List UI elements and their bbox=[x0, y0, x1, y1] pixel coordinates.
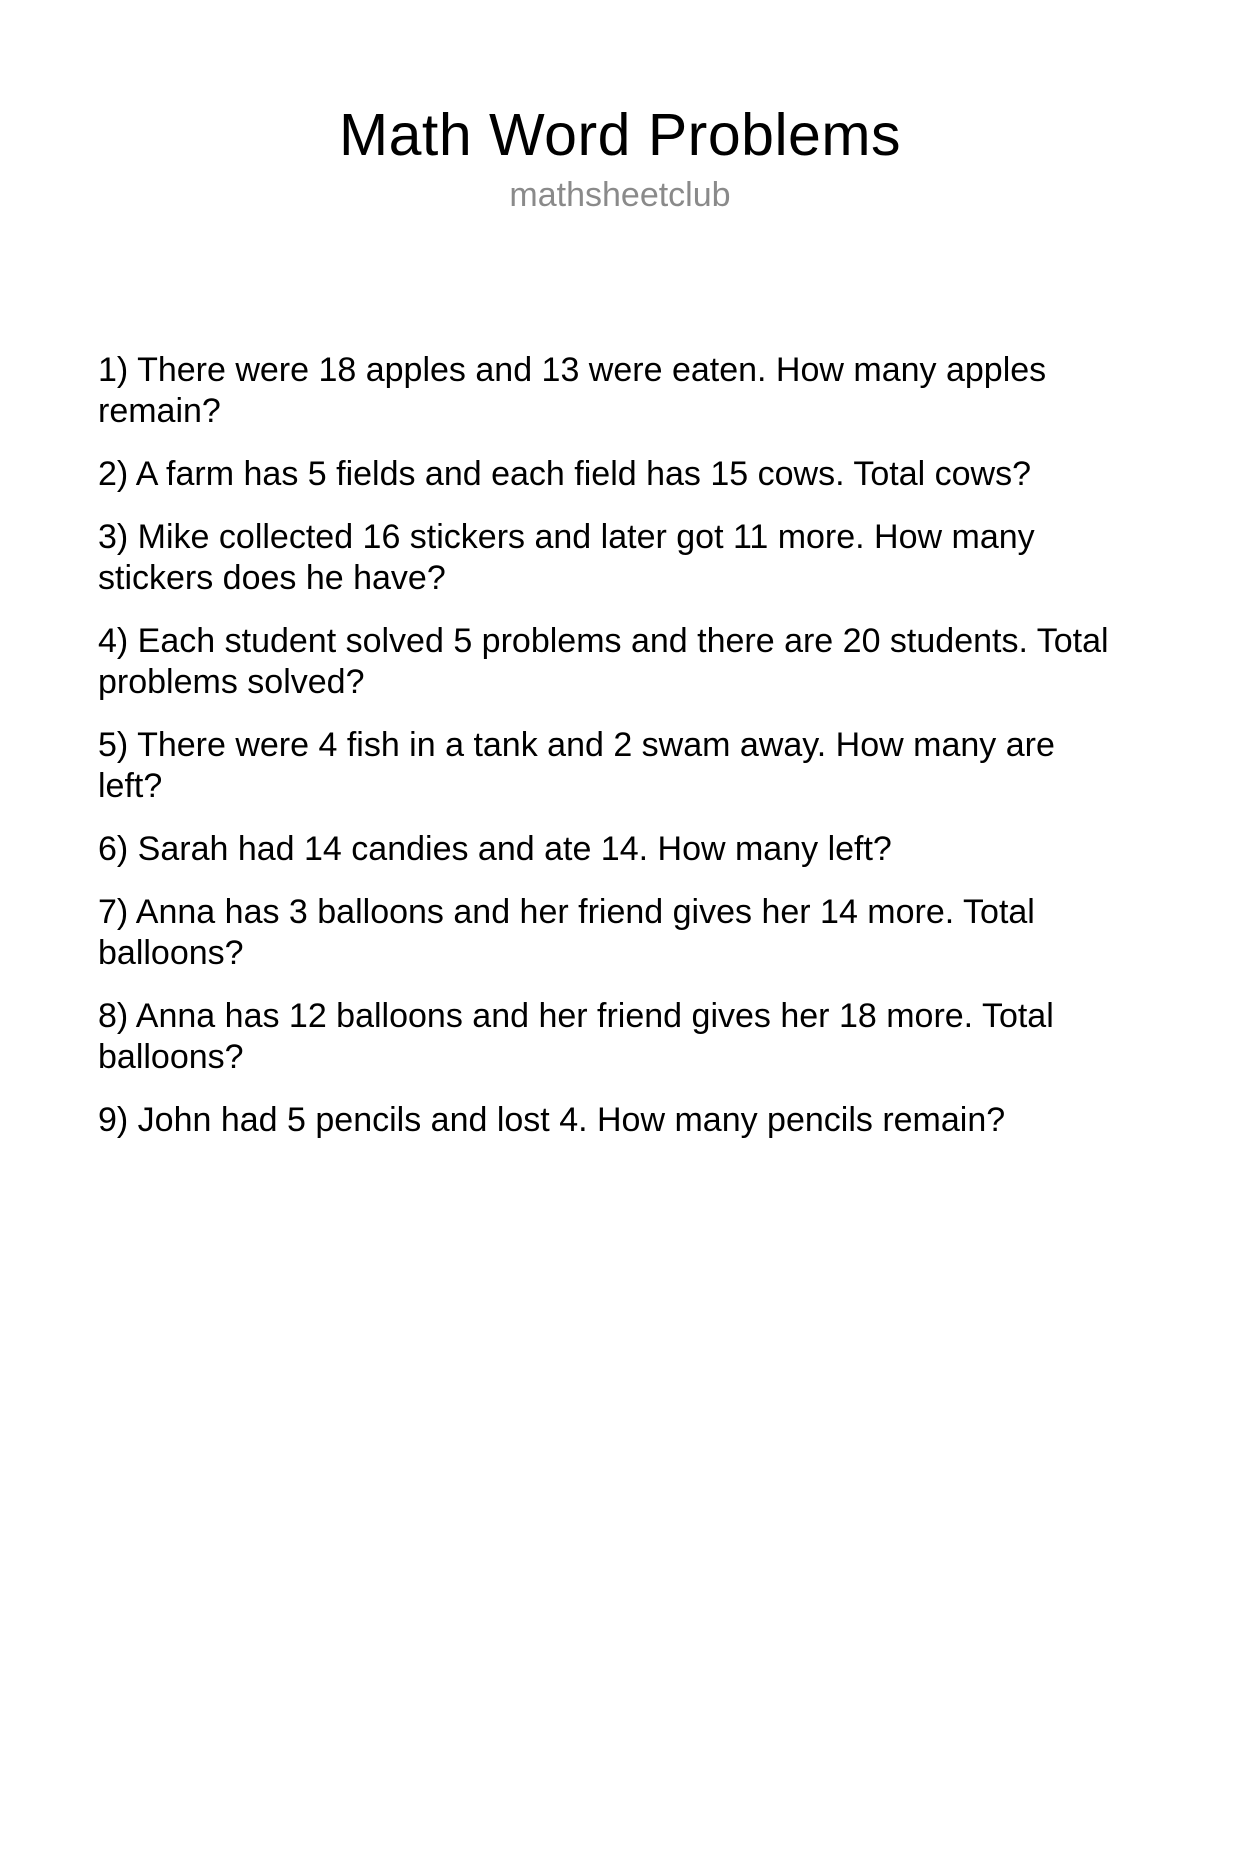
problem-item: 2) A farm has 5 fields and each field has 15 cows. Total cows? bbox=[98, 455, 1032, 493]
problem-item: 9) John had 5 pencils and lost 4. How many pencils remain? bbox=[98, 1101, 1006, 1139]
problem-item: 3) Mike collected 16 stickers and later got 11 more. How many stickers does he have? bbox=[98, 518, 1035, 597]
problem-item: 5) There were 4 fish in a tank and 2 swam away. How many are left? bbox=[98, 726, 1055, 805]
problem-item: 7) Anna has 3 balloons and her friend gives her 14 more. Total balloons? bbox=[98, 893, 1035, 972]
worksheet-page bbox=[0, 101, 1240, 1855]
page-title: Math Word Problems bbox=[338, 102, 902, 168]
problem-list bbox=[98, 350, 1113, 1141]
page-subtitle: mathsheetclub bbox=[509, 176, 731, 214]
problem-item: 6) Sarah had 14 candies and ate 14. How many left? bbox=[98, 830, 892, 868]
problem-item: 8) Anna has 12 balloons and her friend gives her 18 more. Total balloons? bbox=[98, 997, 1054, 1076]
problem-item: 1) There were 18 apples and 13 were eaten. How many apples remain? bbox=[98, 351, 1047, 430]
problem-item: 4) Each student solved 5 problems and there are 20 students. Total problems solved? bbox=[98, 622, 1109, 701]
